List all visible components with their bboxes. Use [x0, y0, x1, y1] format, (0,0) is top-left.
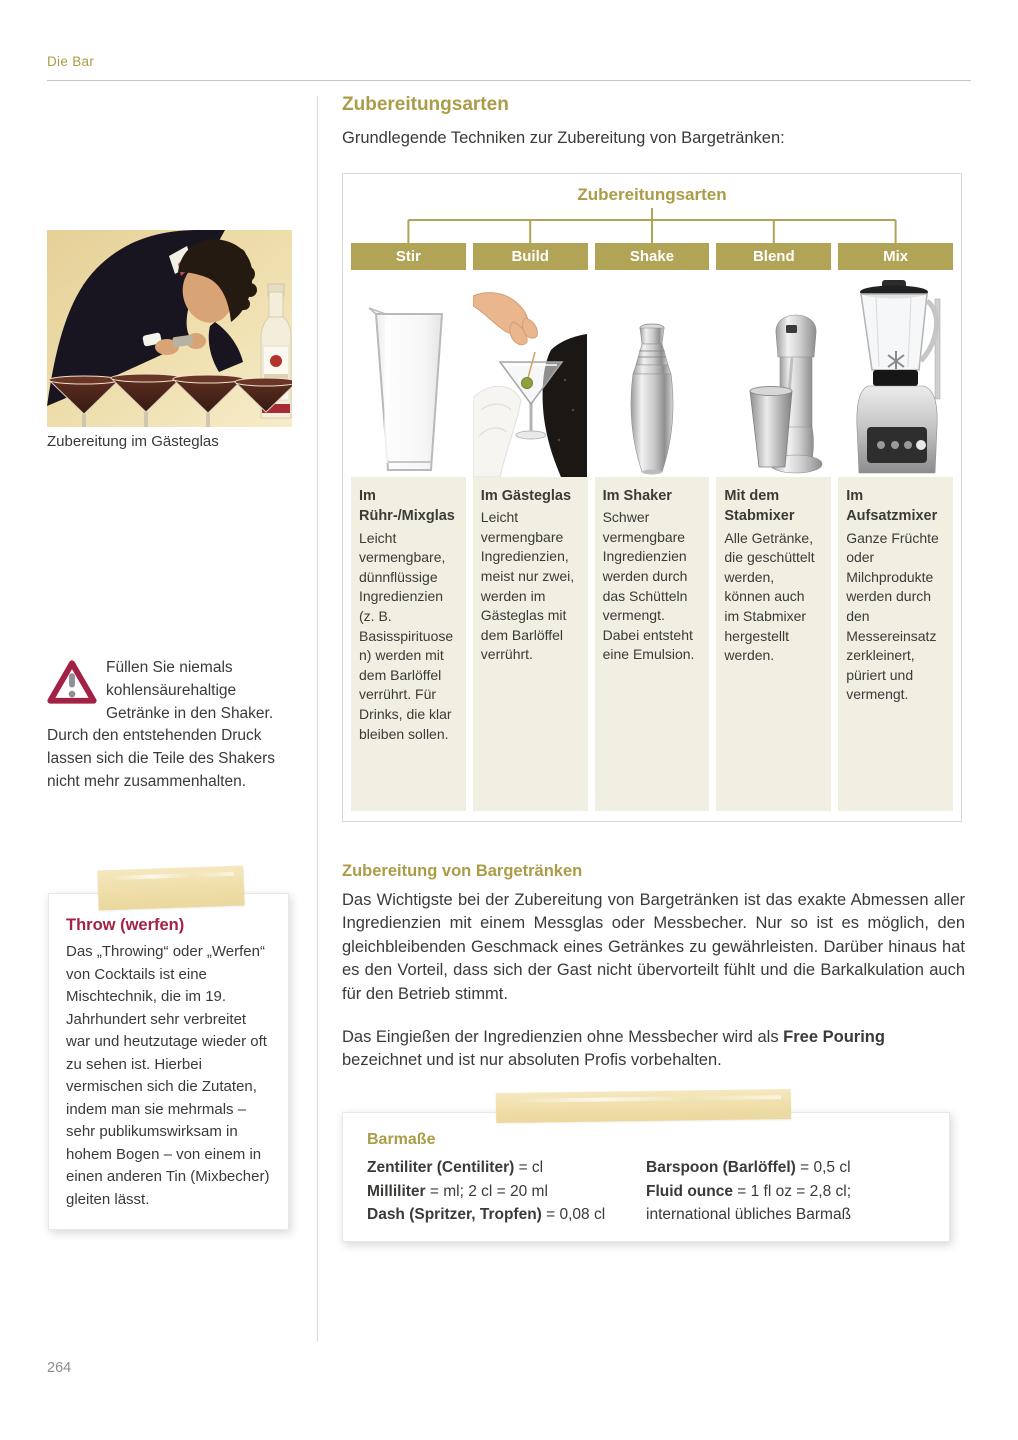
section2-title: Zubereitung von Bargetränken: [342, 862, 583, 880]
throw-info-card: [48, 893, 289, 1230]
paragraph-text: Das Eingießen der Ingredienzien ohne Messbecher wird als: [342, 1028, 784, 1046]
intro-text: Grundlegende Techniken zur Zubereitung von Bargetränken:: [342, 129, 785, 147]
method-column-blend: [716, 243, 831, 811]
page-title: Zubereitungsarten: [342, 94, 509, 115]
method-column-mix: [838, 243, 953, 811]
method-term: Mit dem Stabmixer: [724, 488, 795, 525]
method-text-stir: [351, 477, 466, 811]
blender-image: [838, 270, 953, 477]
running-header: Die Bar: [47, 54, 95, 69]
method-columns: [343, 243, 961, 811]
method-text-build: [473, 477, 588, 811]
measure-line: Dash (Spritzer, Tropfen) = 0,08 cl: [367, 1206, 606, 1224]
method-description: Leicht vermengbare Ingredienzien, meist nur zwei, werden im Gästeglas mit dem Barlöffel verrührt.: [480, 509, 575, 663]
method-text-blend: [716, 477, 831, 811]
bar-measures-card: [342, 1112, 950, 1242]
method-header-mix: Mix: [838, 243, 953, 270]
measure-line: Milliliter = ml; 2 cl = 20 ml: [367, 1182, 548, 1200]
preparation-methods-diagram: [342, 173, 962, 822]
section2-paragraph1: Das Wichtigste bei der Zubereitung von Bargetränken ist das exakte Abmessen aller Ingredienzien mit einem Messglas oder Messbecher. Nur so ist es möglich, den gleichbleibenden Geschmack eines Getränkes zu gewährleisten. Darüber hinaus hat es den Vorteil, dass sich der Gast nicht übervorteilt fühlt und die Barkalkulation auch für den Betrieb stimmt.: [342, 891, 965, 1003]
tree-connector-lines: [343, 207, 961, 243]
bartender-photo: [47, 230, 292, 427]
section2-paragraph2: [342, 1026, 965, 1073]
warning-icon: [47, 659, 97, 705]
photo-caption: Zubereitung im Gästeglas: [47, 433, 219, 450]
diagram-title: Zubereitungsarten: [577, 185, 727, 204]
method-description: Schwer vermengbare Ingredienzien werden durch das Schütteln vermengt. Dabei entsteht eine Emulsion.: [602, 509, 695, 663]
method-term: Im Gästeglas: [480, 488, 572, 504]
free-pouring-term: Free Pouring: [783, 1028, 885, 1046]
method-description: Leicht vermengbare, dünnflüssige Ingredienzien (z. B. Basisspirituosen) werden mit dem Barlöffel verrührt. Für Drinks, die klar bleiben sollen.: [359, 529, 454, 742]
throw-card-body: Das „Throwing“ oder „Werfen“ von Cocktails ist eine Mischtechnik, die im 19. Jahrhundert sehr verbreitet war und heutzutage wieder oft zu sehen ist. Hierbei vermischen sich die Zutaten, indem man sie mehrmals – sehr publikumswirksam in hohem Bogen – von einem in einen anderen Tin (Mixbecher) gleiten lässt.: [66, 943, 270, 1208]
warning-note: [47, 657, 302, 794]
method-text-shake: [595, 477, 710, 811]
measure-line: international übliches Barmaß: [646, 1206, 852, 1224]
bartender-photo-illustration: [47, 230, 292, 427]
method-description: Ganze Früchte oder Milchprodukte werden durch den Messereinsatz zerkleinert, püriert und vermengt.: [846, 529, 939, 703]
method-column-stir: [351, 243, 466, 811]
method-column-build: [473, 243, 588, 811]
measure-line: Barspoon (Barlöffel) = 0,5 cl: [646, 1159, 851, 1176]
throw-card-title: Throw (werfen): [66, 916, 185, 934]
method-column-shake: [595, 243, 710, 811]
bar-measures-right: [646, 1156, 925, 1227]
mixing-glass-image: [351, 270, 466, 477]
bar-measures-columns: [367, 1156, 925, 1227]
hand: [473, 293, 537, 345]
shaker-image: [595, 270, 710, 477]
bar-measures-left: [367, 1156, 646, 1227]
guest-glass-image: [473, 270, 588, 477]
spindle-mixer-image: [716, 270, 831, 477]
method-term: Im Shaker: [602, 488, 672, 504]
bar-measures-title: Barmaße: [367, 1131, 436, 1148]
tape-decoration: [496, 1089, 791, 1123]
paragraph-text: bezeichnet und ist nur absoluten Profis vorbehalten.: [342, 1051, 722, 1070]
method-header-blend: Blend: [716, 243, 831, 270]
header-rule: [47, 80, 971, 81]
tape-decoration: [97, 865, 244, 910]
page-number: 264: [47, 1360, 72, 1376]
measure-line: Fluid ounce = 1 fl oz = 2,8 cl;: [646, 1182, 852, 1200]
method-header-stir: Stir: [351, 243, 466, 270]
method-term: Im Rühr-/Mixglas: [359, 488, 455, 525]
method-header-shake: Shake: [595, 243, 710, 270]
method-text-mix: [838, 477, 953, 811]
method-description: Alle Getränke, die geschüttelt werden, können auch im Stabmixer hergestellt werden.: [724, 529, 815, 664]
measure-line: Zentiliter (Centiliter) = cl: [367, 1159, 544, 1176]
column-divider: [317, 96, 318, 1342]
method-term: Im Aufsatzmixer: [846, 488, 938, 525]
method-header-build: Build: [473, 243, 588, 270]
warning-text: Füllen Sie niemals kohlensäurehaltige Getränke in den Shaker. Durch den entstehenden Druck lassen sich die Teile des Shakers nicht mehr zusammenhalten.: [47, 659, 276, 790]
